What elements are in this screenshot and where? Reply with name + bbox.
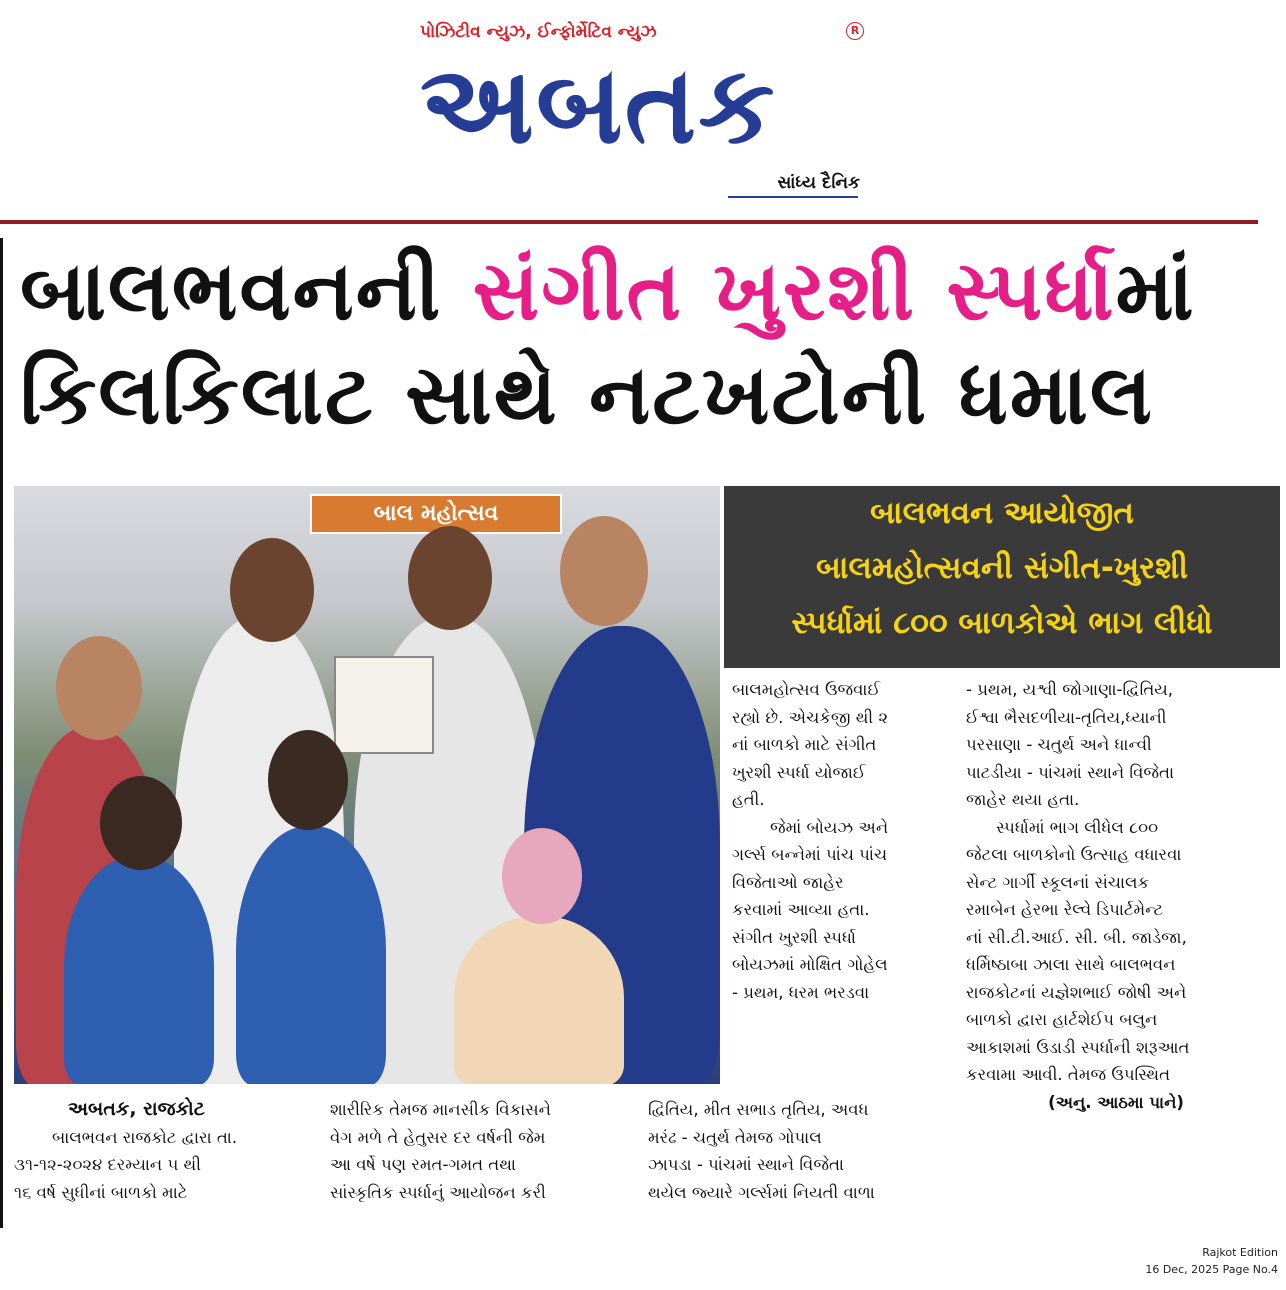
article-line: - પ્રથમ, યશ્વી જોગાણા-દ્વિતિય, bbox=[966, 680, 1174, 699]
article-line: કરવામાં આવ્યા હતા. bbox=[732, 900, 870, 919]
deck-line-3: સ્પર્ધામાં ૮૦૦ બાળકોએ ભાગ લીધો bbox=[791, 605, 1213, 641]
article-line: ધર્મિષ્ઠાબા ઝાલા સાથે બાલભવન bbox=[966, 955, 1176, 974]
article-column-1 bbox=[14, 1096, 314, 1206]
article-line: આ વર્ષે પણ રમત-ગમત તથા bbox=[330, 1155, 516, 1174]
article-line: સાંસ્કૃતિક સ્પર્ધાનું આયોજન કરી bbox=[330, 1182, 546, 1202]
continued-note: (અનુ. આઠમા પાને) bbox=[1048, 1092, 1184, 1112]
article-line: દ્વિતિય, મીત સભાડ તૃતિય, અવધ bbox=[648, 1100, 869, 1119]
newspaper-logo: અબતક bbox=[420, 43, 777, 168]
person-head bbox=[56, 636, 142, 740]
article-line: બોયઝમાં મોક્ષિત ગોહેલ bbox=[732, 955, 888, 974]
person-head bbox=[408, 526, 492, 630]
article-photo bbox=[14, 486, 720, 1084]
certificate bbox=[334, 656, 434, 754]
child-head bbox=[100, 776, 182, 870]
article-line: આકાશમાં ઉડાડી સ્પર્ધાની શરૂઆત bbox=[966, 1037, 1190, 1057]
registered-mark-icon: R bbox=[846, 22, 864, 40]
headline-highlight: સંગીત ખુરશી સ્પર્ધા bbox=[472, 244, 1116, 339]
date-page-label: 16 Dec, 2025 Page No.4 bbox=[1145, 1263, 1278, 1276]
article-line: ૩૧-૧૨-૨૦૨૪ દરમ્યાન ૫ થી bbox=[14, 1155, 201, 1174]
article-line: ઝાપડા - પાંચમાં સ્થાને વિજેતા bbox=[648, 1155, 844, 1174]
article-line: વિજેતાઓ જાહેર bbox=[732, 872, 844, 892]
article-line: સેન્ટ ગાર્ગી સ્કૂલનાં સંચાલક bbox=[966, 872, 1150, 892]
child-figure bbox=[64, 856, 214, 1084]
deck-line-2: બાલમહોત્સવની સંગીત-ખુરશી bbox=[815, 550, 1189, 586]
article-column-4 bbox=[966, 676, 1266, 1116]
article-line: શારીરિક તેમજ માનસીક વિકાસને bbox=[330, 1100, 551, 1119]
article-line: ૧૬ વર્ષ સુધીનાં બાળકો માટે bbox=[14, 1182, 188, 1202]
article-line: રાજકોટનાં યજ્ઞેશભાઈ જોષી અને bbox=[966, 982, 1187, 1002]
article-line: વેગ મળે તે હેતુસર દર વર્ષની જેમ bbox=[330, 1127, 546, 1147]
article-line: જેટલા બાળકોનો ઉત્સાહ વધારવા bbox=[966, 845, 1182, 864]
article-line: પાટડીયા - પાંચમાં સ્થાને વિજેતા bbox=[966, 762, 1175, 782]
article-line: જાહેર થયા હતા. bbox=[966, 790, 1080, 809]
article-line: - પ્રથમ, ધરમ ભરડવા bbox=[732, 982, 870, 1002]
child-figure bbox=[236, 826, 386, 1084]
article-headline bbox=[20, 240, 1270, 448]
deck-line-1: બાલભવન આયોજીત bbox=[870, 495, 1134, 531]
article-line: જેમાં બોયઝ અને bbox=[770, 817, 889, 837]
article-line: હતી. bbox=[732, 790, 765, 809]
photo-banner: બાલ મહોત્સવ bbox=[310, 494, 562, 534]
child-figure bbox=[454, 916, 624, 1084]
article-line: સંગીત ખુરશી સ્પર્ધા bbox=[732, 927, 856, 947]
article-line: બાલમહોત્સવ ઉજવાઈ bbox=[732, 680, 881, 699]
article-line: રહ્યો છે. એચકેજી થી ૨ bbox=[732, 707, 889, 727]
masthead-tagline: પોઝિટીવ ન્યુઝ, ઈન્ફોર્મેટિવ ન્યુઝ bbox=[420, 22, 657, 42]
header-divider bbox=[0, 220, 1258, 224]
article-line: થયેલ જ્યારે ગર્લ્સમાં નિયતી વાળા bbox=[648, 1182, 875, 1202]
article-deck bbox=[724, 486, 1280, 668]
masthead bbox=[0, 0, 1286, 215]
article-column-3-bottom bbox=[648, 1096, 958, 1206]
article-dateline: અબતક, રાજકોટ bbox=[68, 1098, 205, 1120]
article-line: સ્પર્ધામાં ભાગ લીધેલ ૮૦૦ bbox=[996, 817, 1159, 837]
child-head bbox=[502, 828, 582, 924]
article-line: ઈશ્વા ભૈસદળીયા-તૃતિય,ધ્યાની bbox=[966, 707, 1167, 727]
edition-underline bbox=[728, 196, 858, 198]
person-head bbox=[230, 538, 314, 642]
headline-line-1 bbox=[20, 240, 1270, 344]
article-line: પરસાણા - ચતુર્થ અને ધાન્વી bbox=[966, 735, 1152, 754]
page-footer bbox=[1100, 1244, 1278, 1278]
article-column-2 bbox=[330, 1096, 630, 1206]
article-line: ગર્લ્સ બન્નેમાં પાંચ પાંચ bbox=[732, 845, 888, 864]
article-line: કરવામા આવી. તેમજ ઉપસ્થિત bbox=[966, 1065, 1171, 1084]
headline-line-2: કિલકિલાટ સાથે નટખટોની ધમાલ bbox=[20, 348, 1154, 443]
article-line: ખુરશી સ્પર્ધા યોજાઈ bbox=[732, 762, 866, 782]
person-head bbox=[560, 516, 648, 626]
article-column-3-top bbox=[732, 676, 960, 1006]
article-line: રમાબેન હેરભા રેલ્વે ડિપાર્ટમેન્ટ bbox=[966, 900, 1164, 919]
article-line: નાં બાળકો માટે સંગીત bbox=[732, 735, 877, 754]
headline-text: બાલભવનની bbox=[20, 244, 473, 339]
article-line: મરંઢ - ચતુર્થ તેમજ ગોપાલ bbox=[648, 1127, 822, 1147]
article-line: નાં સી.ટી.આઈ. સી. બી. જાડેજા, bbox=[966, 927, 1187, 947]
child-head bbox=[268, 730, 348, 830]
article-line: બાલભવન રાજકોટ દ્વારા તા. bbox=[52, 1127, 238, 1147]
headline-text: માં bbox=[1115, 244, 1196, 339]
article-line: બાળકો દ્વારા હાર્ટશેઈપ બલુન bbox=[966, 1010, 1158, 1029]
article-border bbox=[0, 238, 3, 1228]
edition-type: સાંધ્ય દૈનિક bbox=[777, 173, 860, 193]
edition-label: Rajkot Edition bbox=[1202, 1246, 1278, 1259]
